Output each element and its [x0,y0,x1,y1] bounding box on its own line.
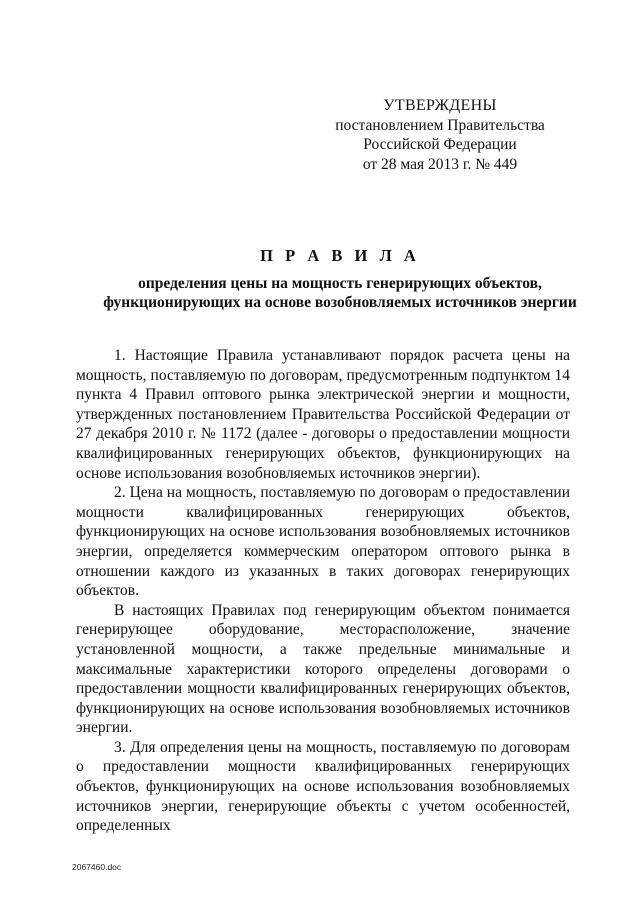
document-subtitle-line-1: определения цены на мощность генерирующих объектов, [138,275,542,292]
paragraph-2: 2. Цена на мощность, поставляемую по договорам о предоставлении мощности квалифицированных генерирующих объектов, функционирующих на основе использования возобновляемых источников энергии, определяется коммерческим оператором оптового рынка в отношении каждого из указанных в таких договорах генерирующих объектов. [76,484,570,600]
document-subtitle-line-2: функционирующих на основе возобновляемых источников энергии [103,294,577,311]
paragraph-4: 3. Для определения цены на мощность, поставляемую по договорам о предоставлении мощности квалифицированных генерирующих объектов, функционирующих на основе использования возобновляемых источников энергии, генерирующие объекты с учетом особенностей, определенных [76,738,570,835]
document-title: П Р А В И Л А [260,246,420,265]
paragraph-1: 1. Настоящие Правила устанавливают порядок расчета цены на мощность, поставляемую по договорам, предусмотренным подпунктом 14 пункта 4 Правил оптового рынка электрической энергии и мощности, утвержденных постановлением Правительства Российской Федерации от 27 декабря 2010 г. № 1172 (далее - договоры о предоставлении мощности квалифицированных генерирующих объектов, функционирующих на основе использования возобновляемых источников энергии). [76,347,570,482]
approval-stamp [300,96,580,174]
document-subtitle [70,274,610,312]
approval-title: УТВЕРЖДЕНЫ [383,97,497,114]
document-body [76,346,570,836]
title-block [70,246,610,312]
approval-line-1: постановлением Правительства [335,116,545,134]
approval-line-3: от 28 мая 2013 г. № 449 [362,155,518,173]
file-code: 2067460.doc [72,862,122,872]
paragraph-3: В настоящих Правилах под генерирующим объектом понимается генерирующее оборудование, месторасположение, значение установленной мощности, а также предельные минимальные и максимальные характеристики которого определены договорами о предоставлении мощности квалифицированных генерирующих объектов, функционирующих на основе использования возобновляемых источников энергии. [76,601,570,737]
approval-line-2: Российской Федерации [363,136,517,153]
